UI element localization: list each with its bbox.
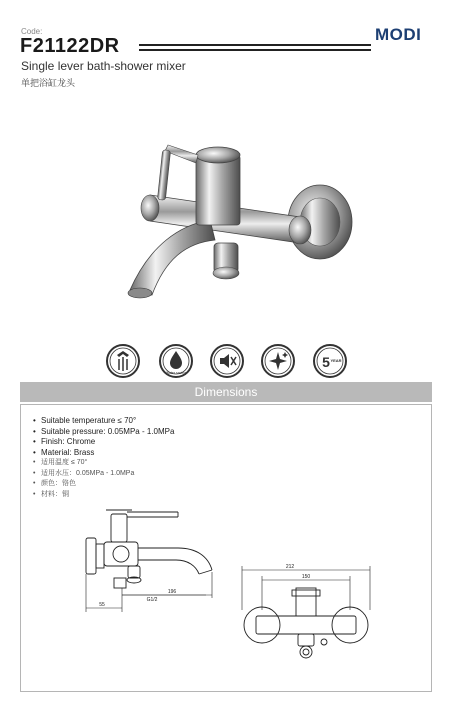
side-view-drawing (78, 500, 223, 620)
product-subtitle: Single lever bath-shower mixer (21, 59, 186, 73)
code-label: Code: (21, 27, 43, 36)
dim-212-label: 212 (285, 564, 295, 570)
front-view-drawing (236, 560, 376, 670)
dim-196-label: 196 (167, 589, 177, 595)
dimensions-header-bar (20, 382, 432, 402)
model-number: F21122DR (20, 35, 120, 57)
five-year-warranty-icon (312, 343, 348, 379)
spec-list (33, 416, 174, 500)
spec-item-cn: • 材料：铜 (33, 490, 69, 498)
water-flow-icon (105, 343, 141, 379)
dim-150-label: 150 (301, 574, 311, 580)
header-rule-top (139, 44, 371, 46)
dim-thread-label: G1/2 (146, 597, 158, 603)
warranty-unit: YEAR (330, 358, 342, 363)
spec-item-cn: • 适用水压：0.05MPa - 1.0MPa (33, 469, 135, 477)
spec-item: • Suitable pressure: 0.05MPa - 1.0MPa (33, 426, 175, 436)
product-subtitle-cn: 单把浴缸龙头 (21, 78, 76, 88)
header-rule-bottom (139, 49, 371, 51)
dim-55-label: 55 (99, 602, 105, 608)
spec-item: • Material: Brass (33, 447, 95, 457)
spec-item-cn: • 适用温度 ≤ 70° (33, 459, 88, 466)
product-image (110, 125, 360, 310)
water-saving-caption: Water saving (165, 371, 187, 375)
warranty-number: 5 (322, 354, 330, 370)
noise-reduction-icon (209, 343, 245, 379)
spec-item: • Finish: Chrome (33, 437, 96, 446)
brand-logo: MODI (375, 25, 422, 44)
sparkle-clean-icon (260, 343, 296, 379)
spec-item: • Suitable temperature ≤ 70° (33, 416, 137, 425)
dimensions-title: Dimensions (194, 385, 258, 399)
water-saving-icon (158, 343, 194, 379)
spec-item-cn: • 颜色：铬色 (33, 480, 76, 487)
